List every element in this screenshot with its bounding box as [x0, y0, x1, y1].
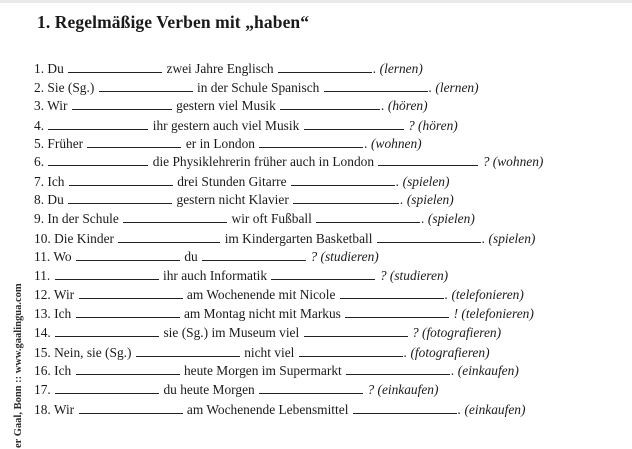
answer-blank[interactable]: [291, 174, 395, 186]
exercise-text: du: [184, 249, 198, 264]
exercise-line: [34, 325, 501, 341]
exercise-text: Wir: [53, 402, 75, 417]
exercise-text: gestern nicht Klavier: [176, 192, 289, 207]
exercise-line: [34, 154, 543, 170]
answer-blank[interactable]: [69, 174, 173, 186]
exercise-number: 13.: [34, 306, 51, 321]
exercise-line: [34, 61, 423, 77]
exercise-text: Wo: [53, 249, 72, 264]
exercise-line: [34, 80, 479, 96]
exercise-text: Früher: [47, 136, 84, 151]
exercise-line: [34, 382, 438, 398]
exercise-text: Nein, sie (Sg.): [54, 345, 132, 360]
verb-hint: . (spielen): [421, 211, 475, 226]
exercise-text: Sie (Sg.): [47, 80, 95, 95]
answer-blank[interactable]: [76, 306, 180, 318]
answer-blank[interactable]: [55, 268, 159, 280]
exercise-text: nicht viel: [244, 345, 295, 360]
exercise-text: heute Morgen im Supermarkt: [183, 363, 342, 378]
answer-blank[interactable]: [280, 98, 380, 110]
exercise-line: [34, 136, 422, 152]
exercise-text: ihr gestern auch viel Musik: [152, 118, 300, 133]
answer-blank[interactable]: [340, 287, 444, 299]
answer-blank[interactable]: [202, 249, 306, 261]
top-divider: [0, 0, 632, 3]
answer-blank[interactable]: [345, 306, 449, 318]
exercise-line: [34, 98, 428, 114]
answer-blank[interactable]: [316, 211, 420, 223]
answer-blank[interactable]: [87, 136, 181, 148]
answer-blank[interactable]: [324, 80, 428, 92]
answer-blank[interactable]: [72, 98, 172, 110]
verb-hint: . (spielen): [395, 174, 450, 189]
exercise-number: 2.: [34, 80, 45, 95]
exercise-line: [34, 231, 535, 247]
exercise-number: 14.: [34, 325, 51, 340]
exercise-line: [34, 118, 458, 134]
verb-hint: . (lernen): [428, 80, 479, 95]
verb-hint: ? (hören): [408, 118, 458, 133]
answer-blank[interactable]: [76, 363, 180, 375]
answer-blank[interactable]: [68, 61, 162, 73]
exercise-line: [34, 174, 449, 190]
answer-blank[interactable]: [79, 402, 183, 414]
answer-blank[interactable]: [55, 382, 159, 394]
exercise-number: 12.: [34, 287, 51, 302]
verb-hint: . (einkaufen): [457, 402, 526, 417]
verb-hint: ? (fotografieren): [411, 325, 502, 340]
verb-hint: ? (einkaufen): [367, 382, 439, 397]
exercise-text: am Wochenende mit Nicole: [186, 287, 336, 302]
exercise-text: am Montag nicht mit Markus: [183, 306, 341, 321]
exercise-text: In der Schule: [47, 211, 119, 226]
exercise-text: die Physiklehrerin früher auch in London: [152, 154, 375, 169]
answer-blank[interactable]: [353, 402, 457, 414]
answer-blank[interactable]: [259, 382, 363, 394]
exercise-text: gestern viel Musik: [176, 98, 276, 113]
exercise-text: zwei Jahre Englisch: [166, 61, 274, 76]
verb-hint: . (einkaufen): [451, 363, 519, 378]
exercise-text: Wir: [53, 287, 75, 302]
answer-blank[interactable]: [118, 231, 220, 243]
verb-hint: . (spielen): [481, 231, 536, 246]
answer-blank[interactable]: [48, 118, 148, 130]
verb-hint: . (spielen): [400, 192, 454, 207]
answer-blank[interactable]: [48, 154, 148, 166]
exercise-text: er in London: [185, 136, 255, 151]
answer-blank[interactable]: [79, 287, 183, 299]
exercise-number: 9.: [34, 211, 45, 226]
verb-hint: . (telefonieren): [444, 287, 524, 302]
exercise-line: [34, 363, 519, 379]
exercise-text: Ich: [47, 174, 65, 189]
exercise-text: am Wochenende Lebensmittel: [186, 402, 349, 417]
verb-hint: ? (studieren): [379, 268, 449, 283]
exercise-text: Die Kinder: [54, 231, 114, 246]
exercise-number: 4.: [34, 118, 45, 133]
exercise-text: Ich: [54, 363, 72, 378]
answer-blank[interactable]: [271, 268, 375, 280]
answer-blank[interactable]: [278, 61, 372, 73]
answer-blank[interactable]: [299, 345, 403, 357]
exercise-text: drei Stunden Gitarre: [177, 174, 287, 189]
exercise-number: 1.: [34, 61, 45, 76]
exercise-line: [34, 211, 475, 227]
exercise-number: 7.: [34, 174, 45, 189]
exercise-number: 6.: [34, 154, 45, 169]
exercise-line: [34, 402, 525, 418]
exercise-text: Du: [47, 192, 64, 207]
verb-hint: . (lernen): [372, 61, 423, 76]
answer-blank[interactable]: [136, 345, 240, 357]
exercise-line: [34, 192, 454, 208]
answer-blank[interactable]: [123, 211, 227, 223]
verb-hint: . (fotografieren): [403, 345, 490, 360]
answer-blank[interactable]: [68, 192, 172, 204]
exercise-number: 5.: [34, 136, 45, 151]
exercise-line: [34, 287, 524, 303]
exercise-text: im Kindergarten Basketball: [224, 231, 373, 246]
verb-hint: ! (telefonieren): [453, 306, 534, 321]
exercise-text: ihr auch Informatik: [162, 268, 268, 283]
verb-hint: ? (wohnen): [482, 154, 544, 169]
exercise-number: 16.: [34, 363, 51, 378]
verb-hint: . (hören): [381, 98, 428, 113]
exercise-line: [34, 345, 490, 361]
answer-blank[interactable]: [55, 325, 159, 337]
exercise-line: [34, 249, 379, 265]
exercise-number: 3.: [34, 98, 45, 113]
answer-blank[interactable]: [377, 231, 481, 243]
exercise-number: 10.: [34, 231, 51, 246]
exercise-text: du heute Morgen: [163, 382, 255, 397]
answer-blank[interactable]: [346, 363, 450, 375]
answer-blank[interactable]: [293, 192, 399, 204]
exercise-text: in der Schule Spanisch: [197, 80, 320, 95]
answer-blank[interactable]: [259, 136, 363, 148]
exercise-number: 11.: [34, 268, 51, 283]
exercise-text: Ich: [54, 306, 72, 321]
exercise-number: 11.: [34, 249, 51, 264]
exercise-text: Wir: [47, 98, 68, 113]
exercise-number: 8.: [34, 192, 45, 207]
exercise-text: Du: [47, 61, 64, 76]
exercise-number: 15.: [34, 345, 51, 360]
side-credit-text: er Gaal, Bonn :: www.gaalingua.com: [13, 283, 24, 448]
answer-blank[interactable]: [304, 325, 408, 337]
exercise-line: [34, 268, 448, 284]
answer-blank[interactable]: [76, 249, 180, 261]
answer-blank[interactable]: [378, 154, 478, 166]
verb-hint: ? (studieren): [310, 249, 379, 264]
exercise-number: 17.: [34, 382, 51, 397]
exercise-line: [34, 306, 534, 322]
verb-hint: . (wohnen): [364, 136, 422, 151]
exercise-number: 18.: [34, 402, 51, 417]
exercise-text: sie (Sg.) im Museum viel: [163, 325, 300, 340]
answer-blank[interactable]: [99, 80, 193, 92]
exercise-text: wir oft Fußball: [231, 211, 312, 226]
worksheet-title: 1. Regelmäßige Verben mit „haben“: [37, 12, 310, 32]
answer-blank[interactable]: [304, 118, 404, 130]
